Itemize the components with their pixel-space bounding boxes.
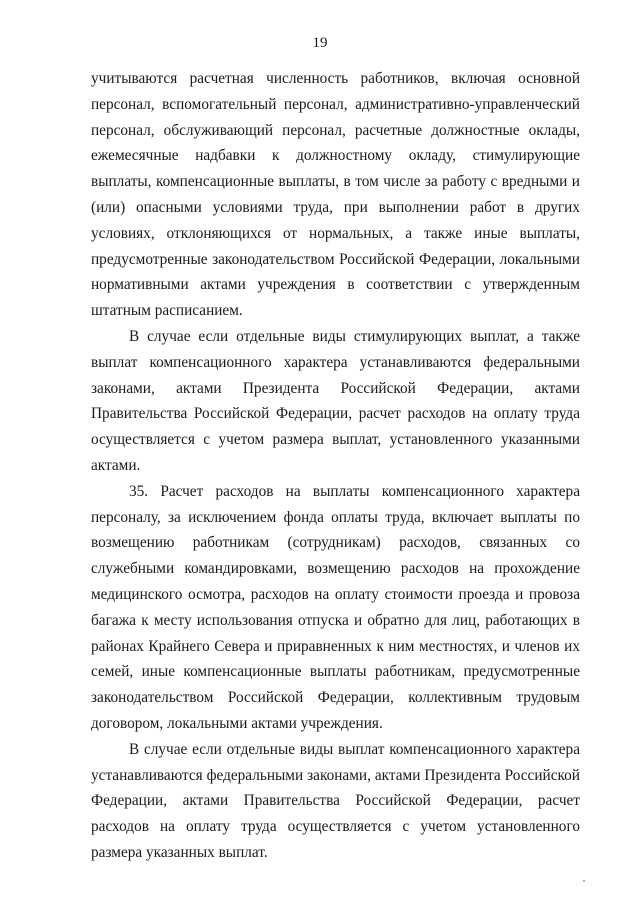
scan-speck bbox=[583, 880, 585, 882]
page-number: 19 bbox=[312, 35, 328, 51]
paragraph-compensation-payments: В случае если отдельные виды выплат компенсационного характера устанавливаются федеральными законами, актами Президента Российской Федерации, актами Правительства Российской Федерации, расчет расходов на оплату труда осуществляется с учетом установленного размера указанных выплат. bbox=[91, 740, 580, 861]
paragraph-clause-35: 35. Расчет расходов на выплаты компенсационного характера персоналу, за исключением фонда оплаты труда, включает выплаты по возмещению работникам (сотрудникам) расходов, связанных со служебными командировками, возмещению расходов на прохождение медицинского осмотра, расходов на оплату стоимости проезда и провоза багажа к месту использования отпуска и обратно для лиц, работающих в районах Крайнего Севера и приравненных к ним местностях, и членов их семей, иные компенсационные выплаты работникам, предусмотренные законодательством Российской Федерации, коллективным трудовым договором, локальными актами учреждения. bbox=[91, 482, 580, 732]
document-body bbox=[91, 66, 580, 866]
paragraph-continuation: учитываются расчетная численность работников, включая основной персонал, вспомогательный персонал, административно-управленческий персонал, обслуживающий персонал, расчетные должностные оклады, ежемесячные надбавки к должностному окладу, стимулирующие выплаты, компенсационные выплаты, в том числе за работу с вредными и (или) опасными условиями труда, при выполнении работ в других условиях, отклоняющихся от нормальных, а также иные выплаты, предусмотренные законодательством Российской Федерации, локальными нормативными актами учреждения в соответствии с утвержденным штатным расписанием. bbox=[91, 70, 580, 320]
paragraph-stimulating-payments: В случае если отдельные виды стимулирующих выплат, а также выплат компенсационного характера устанавливаются федеральными законами, актами Президента Российской Федерации, актами Правительства Российской Федерации, расчет расходов на оплату труда осуществляется с учетом размера выплат, установленного указанными актами. bbox=[91, 327, 580, 474]
